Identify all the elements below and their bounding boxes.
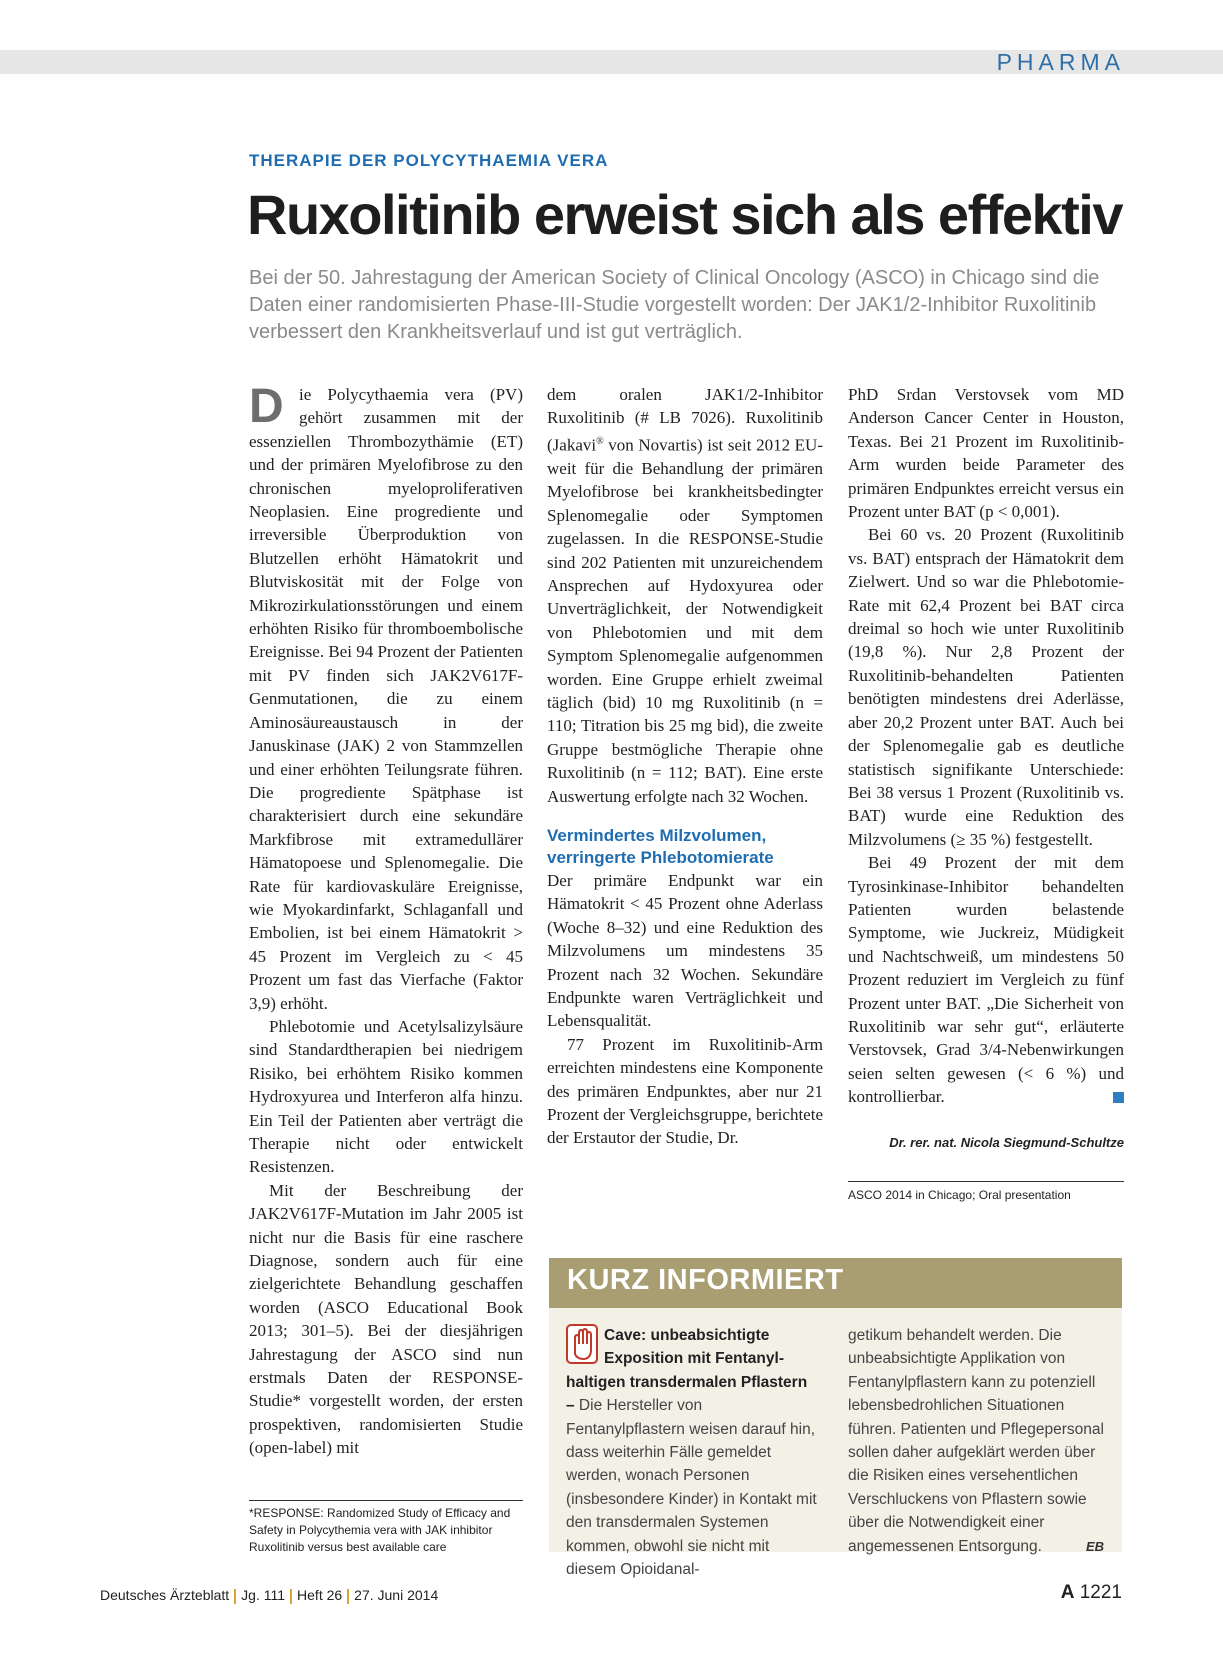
journal-issue: Heft 26 — [297, 1587, 343, 1603]
paragraph: Der primäre Endpunkt war ein Hämatokrit < 45 Prozent ohne Aderlass (Woche 8–32) und eine Reduktion des Milzvolumens um mindestens 35 Prozent nach 32 Wochen. Sekundäre Endpunkte waren Verträglichkeit und Lebensqualität. — [547, 870, 823, 1031]
infobox-lead: Cave: unbeabsichtigte Exposition mit Fentanyl-haltigen transdermalen Pflastern – — [566, 1327, 808, 1415]
text-column-1 — [249, 380, 523, 1460]
infobox-text: getikum behandelt werden. Die unbeabsichtigte Applikation von Fentanylpflastern kann zu potenziell lebensbedrohlichen Situationen führen. Patienten und Pflegepersonal sollen daher aufgeklärt werden über die Risiken eines versehentlichen Verschluckens von Pflastern sowie über die Notwendigkeit einer angemessenen Entsorgung. — [848, 1327, 1104, 1555]
author-credit: Dr. rer. nat. Nicola Siegmund-Schultze — [889, 1135, 1124, 1150]
paragraph-text: ie Polycythaemia vera (PV) gehört zusammen mit der essenziellen Thrombozythämie (ET) und der primären Myelofibrose zu den chronischen myeloproliferativen Neoplasien. Eine progrediente und irreversible Überproduktion von Blutzellen erhöht Hämatokrit und Blutviskosität mit der Folge von Mikrozirkulationsstörungen und einem erhöhten Risiko für thromboembolische Ereignisse. Bei 94 Prozent der Patienten mit PV finden sich JAK2V617F-Genmutationen, die zu einem Aminosäureaustausch in der Januskinase (JAK) 2 von Stammzellen und einer erhöhten Teilungsrate führen. Die progrediente Spätphase ist charakterisiert durch eine sekundäre Markfibrose mit extramedullärer Hämatopoese und Splenomegalie. Die Rate für kardiovaskuläre Ereignisse, wie Myokardinfarkt, Schlaganfall und Embolien, ist bei einem Hämatokrit > 45 Prozent im Vergleich zu < 45 Prozent um fast das Vierfache (Faktor 3,9) erhöht. — [249, 385, 523, 1013]
journal-name: Deutsches Ärzteblatt — [100, 1587, 230, 1603]
footnote: *RESPONSE: Randomized Study of Efficacy and Safety in Polycythemia vera with JAK inhibitor Ruxolitinib versus best available care — [249, 1506, 511, 1554]
infobox-column-2 — [848, 1324, 1110, 1558]
infobox-title: KURZ INFORMIERT — [567, 1264, 844, 1296]
paragraph: Bei 60 vs. 20 Prozent (Ruxolitinib vs. BAT) entsprach der Hämatokrit dem Zielwert. Und so war die Phlebotomie-Rate mit 62,4 Prozent bei BAT circa dreimal so hoch wie unter Ruxolitinib (19,8 %). Nur 2,8 Prozent der Ruxolitinib-behandelten Patienten benötigten mindestens drei Aderlässe, aber 20,2 Prozent unter BAT. Auch bei der Splenomegalie gab es deutliche statistisch signifikante Unterschiede: Bei 38 versus 1 Prozent (Ruxolitinib vs. BAT) wurde eine Reduktion des Milzvolumens (≥ 35 %) festgestellt. — [848, 525, 1124, 849]
text-column-3 — [848, 383, 1124, 1109]
infobox-paragraph — [566, 1324, 818, 1581]
article-kicker: THERAPIE DER POLYCYTHAEMIA VERA — [249, 151, 609, 170]
hand-stop-icon — [566, 1324, 598, 1364]
paragraph — [249, 380, 523, 1015]
drop-cap: D — [249, 380, 284, 433]
paragraph-text: dem oralen JAK1/2-Inhibitor Ruxolitinib (# LB 7026). Ruxolitinib (Jakavi — [547, 385, 823, 455]
paragraph: PhD Srdan Verstovsek vom MD Anderson Cancer Center in Houston, Texas. Bei 21 Prozent im Ruxolitinib-Arm wurden beide Parameter des primären Endpunktes erreicht versus ein Prozent unter BAT (p < 0,001). — [848, 385, 1124, 522]
article-lead: Bei der 50. Jahrestagung der American Society of Clinical Oncology (ASCO) in Chicago sind die Daten einer randomisierten Phase-III-Studie vorgestellt worden: Der JAK1/2-Inhibitor Ruxolitinib verbessert den Krankheitsverlauf und ist gut verträglich. — [249, 267, 1100, 343]
page-footer — [100, 1587, 438, 1604]
paragraph: 77 Prozent im Ruxolitinib-Arm erreichten mindestens eine Komponente des primären Endpunktes, aber nur 21 Prozent der Vergleichsgruppe, berichtete der Erstautor der Studie, Dr. — [547, 1034, 823, 1148]
infobox-text: Die Hersteller von Fentanylpflastern weisen darauf hin, dass weiterhin Fälle gemeldet werden, wonach Personen (insbesondere Kinder) in Kontakt mit den transdermalen Systemen kommen, obwohl sie nicht mit diesem Opioidanal- — [566, 1397, 817, 1579]
text-column-2 — [547, 383, 823, 1150]
paragraph — [547, 383, 823, 808]
journal-volume: Jg. 111 — [241, 1587, 286, 1603]
end-mark-icon — [1113, 1092, 1124, 1103]
paragraph-text: von Novartis) ist seit 2012 EU-weit für die Behandlung der primären Myelofibrose bei krankheitsbedingter Splenomegalie oder Symptomen zugelassen. In die RESPONSE-Studie sind 202 Patienten mit unzureichendem Ansprechen auf Hydoxyurea oder Unverträglichkeit, der Notwendigkeit von Phlebotomien und mit dem Symptom Splenomegalie aufgenommen worden. Eine Gruppe erhielt zweimal täglich (bid) 10 mg Ruxolitinib (n = 110; Titration bis 25 mg bid), die zweite Gruppe bestmögliche Therapie ohne Ruxolitinib (n = 112; BAT). Eine erste Auswertung erfolgte nach 32 Wochen. — [547, 435, 823, 806]
divider — [249, 1500, 523, 1501]
paragraph: Mit der Beschreibung der JAK2V617F-Mutation im Jahr 2005 ist nicht nur die Basis für eine raschere Diagnose, sondern auch für eine zielgerichtete Behandlung geschaffen worden (ASCO Educational Book 2013; 301–5). Bei der diesjährigen Jahrestagung der ASCO sind nun erstmals Daten der RESPONSE-Studie* vorgestellt worden, der ersten prospektiven, randomisierten Studie (open-label) mit — [249, 1180, 523, 1458]
page-number-value: 1221 — [1079, 1582, 1122, 1603]
section-label: PHARMA — [996, 49, 1125, 75]
separator — [290, 1589, 292, 1604]
separator — [347, 1589, 349, 1604]
page-prefix: A — [1060, 1582, 1075, 1603]
paragraph: Phlebotomie und Acetylsalizylsäure sind Standardtherapien bei niedrigem Risiko, bei erhöhtem Risiko kommen Hydroxyurea und Interferon alfa hinzu. Ein Teil der Patienten aber verträgt die Therapie nicht oder entwickelt Resistenzen. — [249, 1016, 523, 1177]
page-number — [1061, 1582, 1122, 1604]
infobox-paragraph — [848, 1324, 1110, 1558]
source-note: ASCO 2014 in Chicago; Oral presentation — [848, 1188, 1071, 1202]
article-headline: Ruxolitinib erweist sich als effektiv — [247, 183, 1123, 246]
paragraph — [848, 851, 1124, 1108]
divider — [848, 1181, 1124, 1182]
separator — [234, 1589, 236, 1604]
infobox-column-1 — [566, 1324, 818, 1581]
infobox-signature: EB — [1085, 1538, 1104, 1554]
subheading: Vermindertes Milzvolumen, verringerte Phlebotomierate — [547, 825, 774, 867]
issue-date: 27. Juni 2014 — [354, 1587, 439, 1603]
registered-mark: ® — [596, 435, 604, 447]
paragraph-text: Bei 49 Prozent der mit dem Tyrosinkinase-Inhibitor behandelten Patienten wurden belastende Symptome, wie Juckreiz, Müdigkeit und Nachtschweiß, um mindestens 50 Prozent reduziert im Vergleich zu fünf Prozent unter BAT. „Die Sicherheit von Ruxolitinib war sehr gut“, erläuterte Verstovsek, Grad 3/4-Nebenwirkungen seien selten gewesen (< 6 %) und kontrollierbar. — [848, 853, 1124, 1107]
